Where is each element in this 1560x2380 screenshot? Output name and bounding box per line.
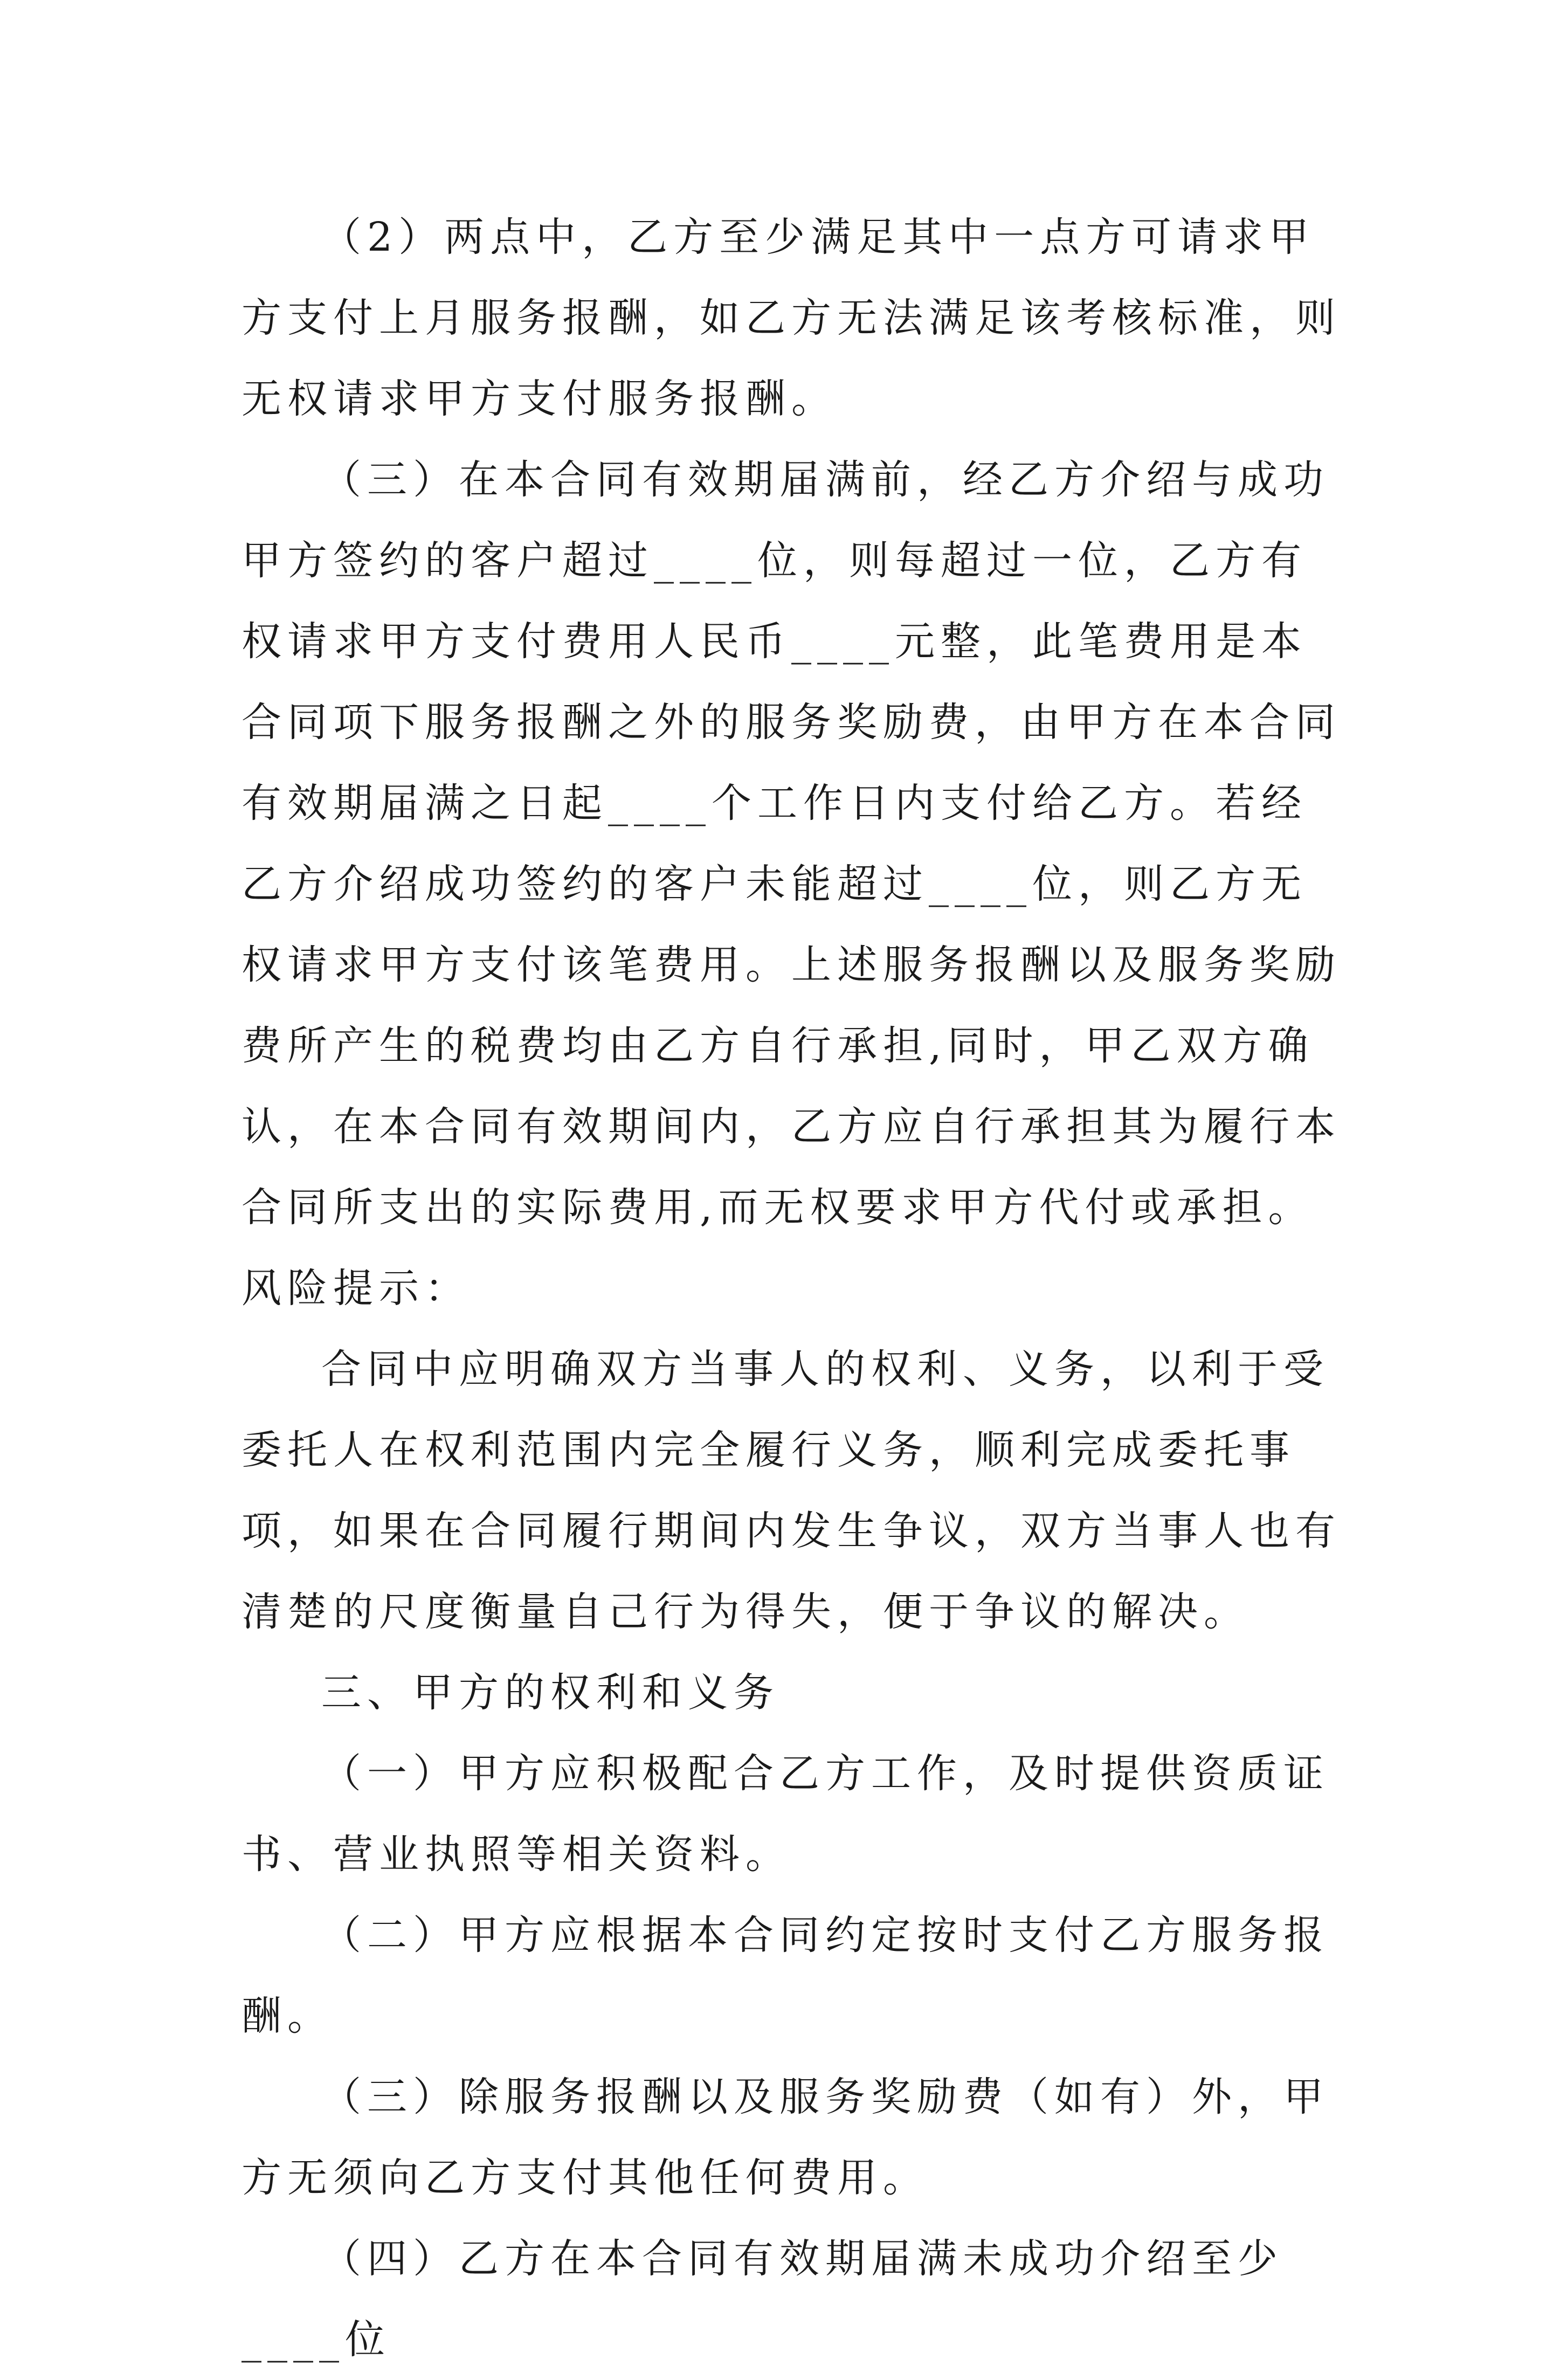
document-body <box>241 197 1347 2380</box>
section-heading-party-a-rights: 三、甲方的权利和义务 <box>321 1670 779 1716</box>
paragraph-assessment-condition: （2）两点中，乙方至少满足其中一点方可请求甲方支付上月服务报酬，如乙方无法满足该考核标准，则无权请求甲方支付服务报酬。 <box>241 214 1341 422</box>
paragraph-party-a-no-other-fees: （三）除服务报酬以及服务奖励费（如有）外，甲方无须向乙方支付其他任何费用。 <box>241 2074 1329 2201</box>
risk-notice-heading: 风险提示： <box>241 1265 471 1312</box>
paragraph-party-b-failure: （四）乙方在本合同有效期届满未成功介绍至少____位 <box>241 2236 1283 2363</box>
paragraph-party-a-cooperate: （一）甲方应积极配合乙方工作，及时提供资质证书、营业执照等相关资料。 <box>241 1750 1329 1878</box>
paragraph-reward-fee: （三）在本合同有效期届满前，经乙方介绍与成功甲方签约的客户超过____位，则每超过一位，乙方有权请求甲方支付费用人民币____元整，此笔费用是本合同项下服务报酬之外的服务奖励费，由甲方在本合同有效期届满之日起____个工作日内支付给乙方。若经乙方介绍成功签约的客户未能超过____位，则乙方无权请求甲方支付该笔费用。上述服务报酬以及服务奖励费所产生的税费均由乙方自行承担,同时，甲乙双方确认，在本合同有效期间内，乙方应自行承担其为履行本合同所支出的实际费用,而无权要求甲方代付或承担。 <box>241 457 1341 1231</box>
paragraph-party-a-pay: （二）甲方应根据本合同约定按时支付乙方服务报酬。 <box>241 1912 1329 2039</box>
paragraph-risk-notice: 合同中应明确双方当事人的权利、义务，以利于受委托人在权利范围内完全履行义务，顺利完成委托事项，如果在合同履行期间内发生争议，双方当事人也有清楚的尺度衡量自己行为得失，便于争议的解决。 <box>241 1346 1341 1635</box>
